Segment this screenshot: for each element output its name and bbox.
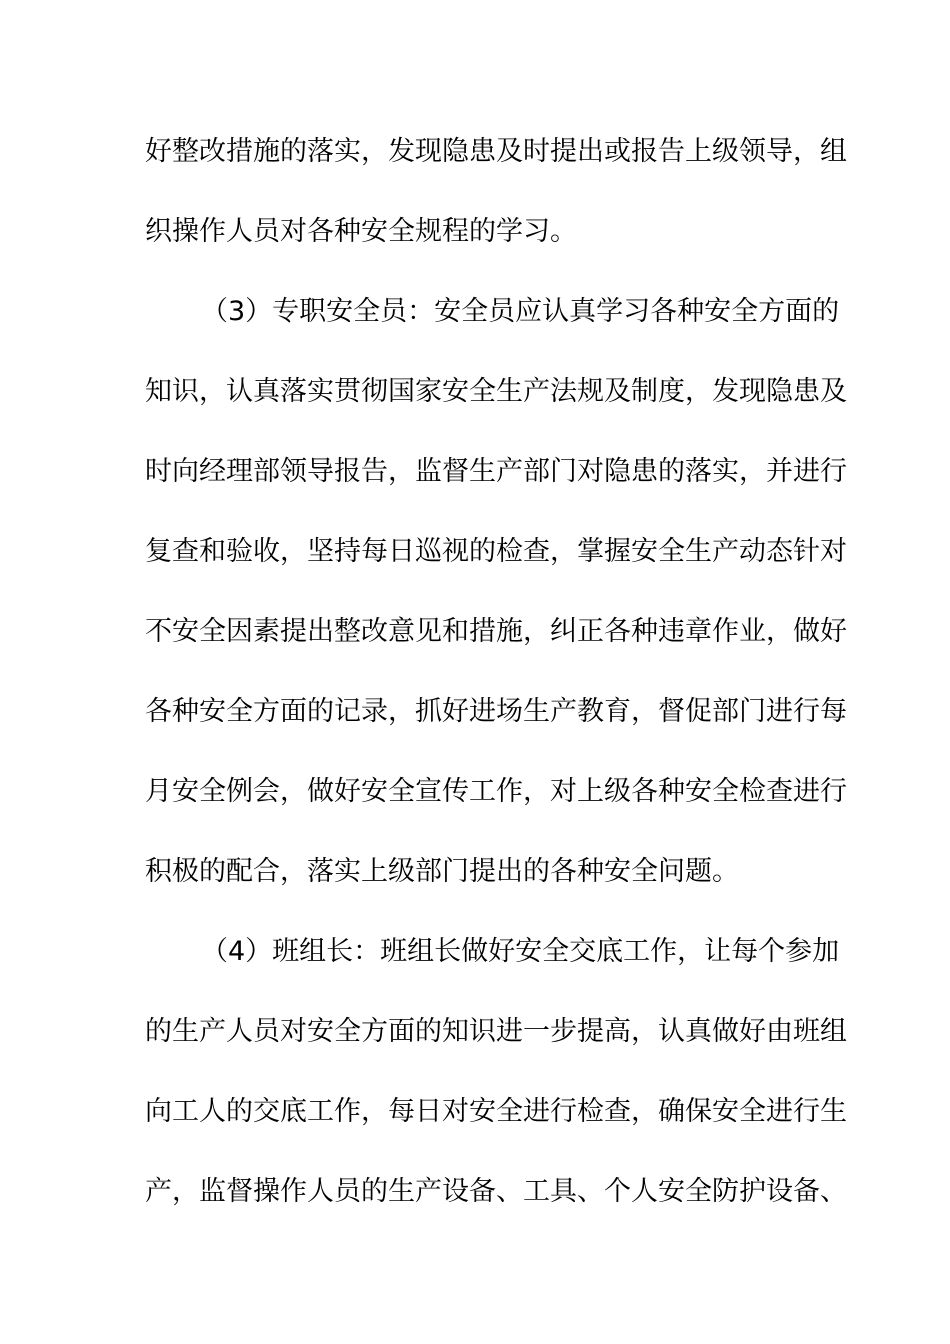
paragraph-heading-line: （4）班组长：班组长做好安全交底工作，让每个参加 (201, 936, 840, 967)
text-line: 产，监督操作人员的生产设备、工具、个人安全防护设备、 (145, 1176, 847, 1207)
body-text (145, 128, 847, 1248)
text-line: 月安全例会，做好安全宣传工作，对上级各种安全检查进行 (145, 776, 847, 807)
text-line: 不安全因素提出整改意见和措施，纠正各种违章作业，做好 (145, 616, 847, 647)
text-line: 各种安全方面的记录，抓好进场生产教育，督促部门进行每 (145, 696, 847, 727)
text-line: 复查和验收，坚持每日巡视的检查，掌握安全生产动态针对 (145, 536, 847, 567)
text-line: 积极的配合，落实上级部门提出的各种安全问题。 (145, 856, 739, 887)
text-line: 知识，认真落实贯彻国家安全生产法规及制度，发现隐患及 (145, 376, 847, 407)
text-line: 时向经理部领导报告，监督生产部门对隐患的落实，并进行 (145, 456, 847, 487)
text-line: 向工人的交底工作，每日对安全进行检查，确保安全进行生 (145, 1096, 847, 1127)
paragraph-heading-line: （3）专职安全员：安全员应认真学习各种安全方面的 (201, 296, 840, 327)
text-line: 的生产人员对安全方面的知识进一步提高，认真做好由班组 (145, 1016, 847, 1047)
text-line: 织操作人员对各种安全规程的学习。 (145, 216, 577, 247)
text-line: 好整改措施的落实，发现隐患及时提出或报告上级领导，组 (145, 136, 847, 167)
